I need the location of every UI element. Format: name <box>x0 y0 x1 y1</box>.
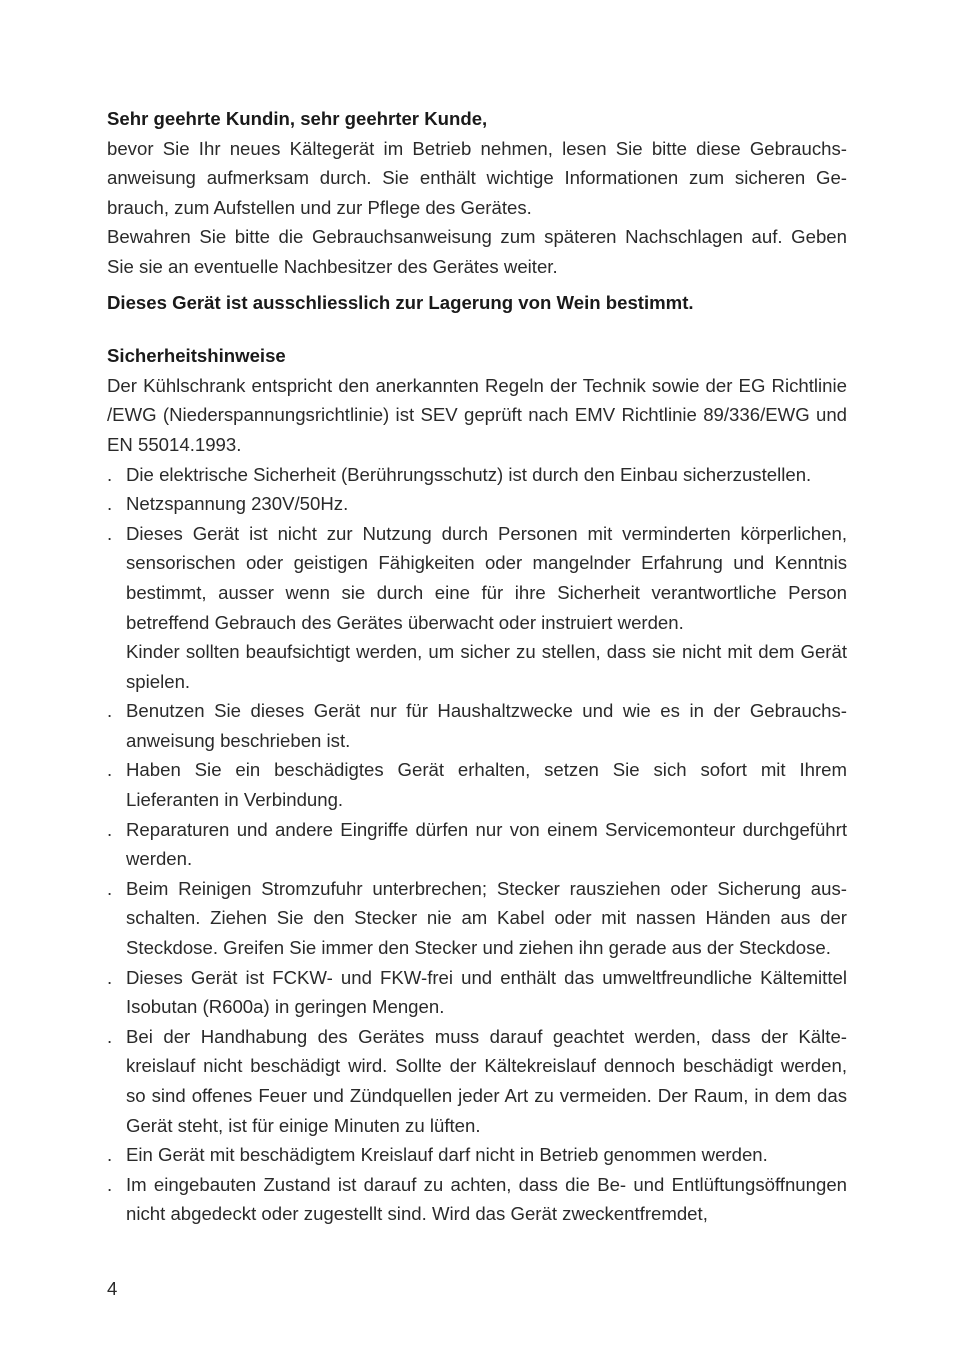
bullet-marker: . <box>107 818 113 840</box>
list-item-text: Ein Gerät mit beschädigtem Kreislauf darf nicht in Betrieb genommen werden. <box>126 1144 768 1166</box>
purpose-statement: Dieses Gerät ist ausschliesslich zur Lagerung von Wein bestimmt. <box>107 291 694 313</box>
bullet-marker: . <box>107 1173 113 1195</box>
list-item <box>107 519 847 697</box>
intro-paragraph-1: bevor Sie Ihr neues Kältegerät im Betrieb nehmen, lesen Sie bitte diese Gebrauchsanweisung aufmerksam durch. Sie enthält wichtige Informationen zum sicheren Gebrauch, zum Aufstellen und zur Pflege des Gerätes. <box>107 137 847 218</box>
list-item-text: Dieses Gerät ist FCKW- und FKW-frei und enthält das umweltfreundliche Kältemittel Isobutan (R600a) in geringen Mengen. <box>126 966 847 1018</box>
list-item-text: Benutzen Sie dieses Gerät nur für Haushaltzwecke und wie es in der Gebrauchsanweisung beschrieben ist. <box>126 700 847 751</box>
bullet-marker: . <box>107 1025 113 1047</box>
bullet-marker: . <box>107 759 113 781</box>
list-item-continuation: Kinder sollten beaufsichtigt werden, um sicher zu stellen, dass sie nicht mit dem Gerät spielen. <box>126 641 847 692</box>
list-item <box>107 963 847 1022</box>
list-item-text: Im eingebauten Zustand ist darauf zu achten, dass die Be- und Entlüftungsöffnungen nicht abgedeckt oder zugestellt sind. Wird das Gerät zweckentfremdet, <box>126 1173 847 1225</box>
list-item <box>107 1170 847 1229</box>
intro-paragraph-2: Bewahren Sie bitte die Gebrauchsanweisung zum späteren Nachschlagen auf. Geben Sie sie an eventuelle Nachbesitzer des Gerätes weiter. <box>107 226 847 277</box>
bullet-marker: . <box>107 700 113 722</box>
spacer <box>107 317 847 341</box>
greeting-heading: Sehr geehrte Kundin, sehr geehrter Kunde, <box>107 108 488 129</box>
list-item <box>107 815 847 874</box>
safety-heading: Sicherheitshinweise <box>107 345 286 367</box>
list-item-text: Dieses Gerät ist nicht zur Nutzung durch Personen mit verminderten körperlichen, sensorischen oder geistigen Fähigkeiten oder mangelnder Erfahrung und Kenntnis bestimmt, ausser wenn sie durch eine für ihre Sicherheit verantwortliche Person betreffend Gebrauch des Gerätes überwacht oder instruiert werden. <box>126 522 847 633</box>
list-item <box>107 755 847 814</box>
list-item <box>107 1022 847 1140</box>
list-item-text: Reparaturen und andere Eingriffe dürfen nur von einem Servicemonteur durchgeführt werden. <box>126 818 847 870</box>
page-number: 4 <box>107 1278 118 1299</box>
list-item <box>107 460 847 490</box>
list-item <box>107 874 847 963</box>
list-item <box>107 1140 847 1170</box>
list-item-text: Die elektrische Sicherheit (Berührungsschutz) ist durch den Einbau sicherzustellen. <box>126 463 812 485</box>
bullet-marker: . <box>107 522 113 544</box>
list-item-text: Haben Sie ein beschädigtes Gerät erhalten, setzen Sie sich sofort mit Ihrem Lieferanten in Verbindung. <box>126 759 847 811</box>
list-item-text: Bei der Handhabung des Gerätes muss darauf geachtet werden, dass der Kältekreislauf nicht beschädigt wird. Sollte der Kältekreislauf dennoch beschädigt werden, so sind offenes Feuer und Zündquellen jeder Art zu vermeiden. Der Raum, in dem das Gerät steht, ist für einige Minuten zu lüften. <box>126 1025 847 1136</box>
bullet-marker: . <box>107 966 113 988</box>
list-item-text: Beim Reinigen Stromzufuhr unterbrechen; Stecker rausziehen oder Sicherung ausschalten. Ziehen Sie den Stecker nie am Kabel oder mit nassen Händen aus der Steckdose. Greifen Sie immer den Stecker und ziehen ihn gerade aus der Steckdose. <box>126 877 847 959</box>
bullet-marker: . <box>107 493 113 515</box>
bullet-marker: . <box>107 877 113 899</box>
bullet-marker: . <box>107 1144 113 1166</box>
safety-intro: Der Kühlschrank entspricht den anerkannten Regeln der Technik sowie der EG Richtlinie /EWG (Niederspannungsrichtlinie) ist SEV geprüft nach EMV Richtlinie 89/336/EWG und EN 55014.1993. <box>107 374 847 455</box>
list-item-text: Netzspannung 230V/50Hz. <box>126 493 349 515</box>
list-item <box>107 489 847 519</box>
safety-bullet-list <box>107 460 847 1229</box>
list-item <box>107 696 847 755</box>
document-page <box>107 104 847 1229</box>
bullet-marker: . <box>107 463 113 485</box>
